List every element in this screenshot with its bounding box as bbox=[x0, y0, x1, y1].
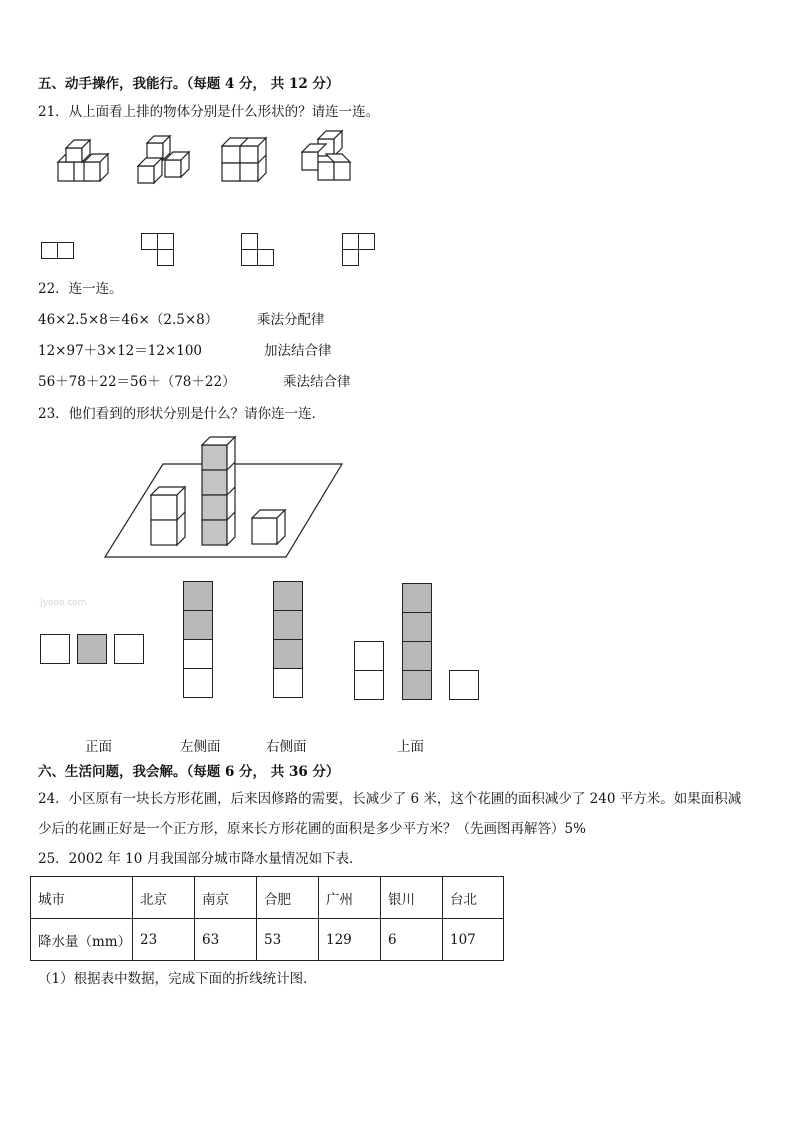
table-cell: 53 bbox=[257, 919, 319, 961]
grid-cell bbox=[183, 639, 213, 669]
grid-cell-shaded bbox=[183, 610, 213, 640]
grid-cell-shaded bbox=[273, 639, 303, 669]
table-header-cell: 南京 bbox=[195, 877, 257, 919]
q22-law-3[interactable]: 乘法结合律 bbox=[283, 374, 351, 390]
grid-cell-shaded bbox=[402, 670, 432, 700]
q22-law-1[interactable]: 乘法分配律 bbox=[257, 312, 325, 328]
grid-cell bbox=[40, 634, 70, 664]
table-header-cell: 城市 bbox=[31, 877, 133, 919]
grid-cell bbox=[183, 668, 213, 698]
grid-cell bbox=[354, 670, 384, 700]
grid-cell-shaded bbox=[183, 581, 213, 611]
grid-cell bbox=[449, 670, 479, 700]
question-23: 23．他们看到的形状分别是什么？请你连一连． bbox=[38, 406, 326, 422]
table-cell: 129 bbox=[319, 919, 381, 961]
table-header-cell: 合肥 bbox=[257, 877, 319, 919]
question-24-line-2: 少后的花圃正好是一个正方形，原来长方形花圃的面积是多少平方米？（先画图再解答）5% bbox=[38, 821, 586, 837]
table-row bbox=[31, 877, 504, 919]
label-right-side[interactable]: 右侧面 bbox=[266, 739, 307, 755]
q22-law-2[interactable]: 加法结合律 bbox=[264, 343, 332, 359]
question-21: 21．从上面看上排的物体分别是什么形状的？请连一连。 bbox=[38, 104, 380, 120]
section6-heading: 六、生活问题，我会解。（每题 6 分， 共 36 分） bbox=[38, 764, 340, 780]
watermark: Jyeoo.com bbox=[40, 598, 87, 608]
grid-cell-shaded bbox=[402, 641, 432, 671]
q22-expression-3[interactable]: 56＋78＋22＝56＋（78＋22） bbox=[38, 374, 236, 390]
table-cell: 降水量（mm） bbox=[31, 919, 133, 961]
table-cell: 63 bbox=[195, 919, 257, 961]
question-22: 22．连一连。 bbox=[38, 281, 123, 297]
grid-cell bbox=[114, 634, 144, 664]
q23-left-stack bbox=[151, 487, 185, 545]
q23-single-cube bbox=[252, 510, 285, 544]
table-cell: 107 bbox=[443, 919, 504, 961]
table-cell: 6 bbox=[381, 919, 443, 961]
table-header-cell: 北京 bbox=[133, 877, 195, 919]
question-24-line-1: 24．小区原有一块长方形花圃，后来因修路的需要，长减少了 6 米，这个花圃的面积减少了 240 平方米。如果面积减 bbox=[38, 791, 742, 807]
q22-expression-2[interactable]: 12×97＋3×12＝12×100 bbox=[38, 343, 203, 359]
table-header-cell: 广州 bbox=[319, 877, 381, 919]
grid-cell-shaded bbox=[273, 610, 303, 640]
label-left-side[interactable]: 左侧面 bbox=[180, 739, 221, 755]
grid-cell-shaded bbox=[402, 583, 432, 613]
table-row bbox=[31, 919, 504, 961]
label-top[interactable]: 上面 bbox=[397, 739, 424, 755]
grid-cell-shaded bbox=[77, 634, 107, 664]
question-25: 25．2002 年 10 月我国部分城市降水量情况如下表． bbox=[38, 851, 363, 867]
table-header-cell: 台北 bbox=[443, 877, 504, 919]
table-cell: 23 bbox=[133, 919, 195, 961]
q22-expression-1[interactable]: 46×2.5×8＝46×（2.5×8） bbox=[38, 312, 219, 328]
rainfall-table bbox=[30, 876, 504, 961]
label-front[interactable]: 正面 bbox=[85, 739, 112, 755]
grid-cell-shaded bbox=[273, 581, 303, 611]
grid-cell bbox=[273, 668, 303, 698]
table-header-cell: 银川 bbox=[381, 877, 443, 919]
q23-tall-stack bbox=[202, 437, 235, 545]
grid-cell bbox=[354, 641, 384, 671]
section5-heading: 五、动手操作，我能行。（每题 4 分， 共 12 分） bbox=[38, 76, 340, 92]
grid-cell-shaded bbox=[402, 612, 432, 642]
question-25-part-1: （1）根据表中数据，完成下面的折线统计图． bbox=[38, 971, 317, 987]
